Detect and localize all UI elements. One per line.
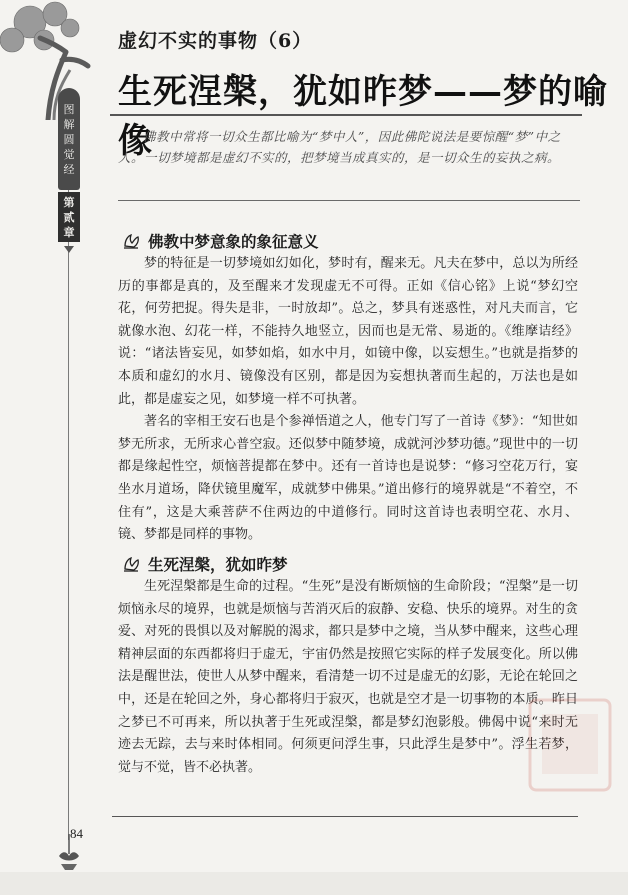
lotus-hand-icon bbox=[122, 232, 142, 250]
book-title-char: 圆 bbox=[63, 132, 75, 146]
page-number: 84 bbox=[70, 826, 83, 841]
section-heading bbox=[122, 230, 319, 252]
chapter-char: 第 bbox=[63, 195, 75, 209]
sidebar-arrow-icon bbox=[64, 246, 74, 253]
book-title-char: 图 bbox=[63, 102, 75, 116]
body-paragraph: 梦的特征是一切梦境如幻如化，梦时有，醒来无。凡夫在梦中，总以为所经历的事都是真的，及至醒来才发现虚无不可得。正如《信心铭》上说“梦幻空花，何劳把捉。得失是非，一时放却”。总之，梦具有迷惑性，对凡夫而言，它就像水泡、幻花一样，不能持久地竖立，因而也是无常、易逝的。《维摩诘经》说：“诸法皆妄见，如梦如焰，如水中月，如镜中像，以妄想生。”也就是指梦的本质和虚幻的水月、镜像没有区别，都是因为妄想执著而生起的，万法也是如此，都是虚妄之见，如梦境一样不可执著。 bbox=[118, 256, 578, 407]
body-paragraph: 生死涅槃都是生命的过程。“生死”是没有断烦恼的生命阶段；“涅槃”是一切烦恼永尽的境界，也就是烦恼与苦消灭后的寂静、安稳、快乐的境界。对生的贪爱、对死的畏惧以及对解脱的渴求，都只是梦中之境，当从梦中醒来，这些心理精神层面的东西都将归于虚无，宇宙仍然是按照它实际的样子发展变化。所以佛法是醒世法，使世人从梦中醒来，看清楚一切不过是虚无的幻影，无论在轮回之中，还是在轮回之外，身心都将归于寂灭，也就是空才是一切事物的本质。昨日之梦已不可再来，所以执著于生死或涅槃，都是梦幻泡影般。佛偈中说“来时无迹去无踪，去与来时体相同。何须更问浮生事，只此浮生是梦中”。浮生若梦，觉与不觉，皆不必执著。 bbox=[118, 579, 578, 775]
chapter-char: 章 bbox=[63, 225, 75, 239]
footer-divider bbox=[112, 816, 578, 817]
section-body bbox=[118, 576, 578, 779]
intro-paragraph: 佛教中常将一切众生都比喻为“梦中人”，因此佛陀说法是要惊醒“梦”中之人。一切梦境都是虚幻不实的，把梦境当成真实的，是一切众生的妄执之病。 bbox=[118, 129, 561, 165]
page-bottom-edge bbox=[0, 872, 628, 895]
section-subtitle: 虚幻不实的事物（6） bbox=[118, 30, 313, 52]
title-divider bbox=[110, 114, 582, 116]
page-title: 生死涅槃，犹如昨梦——梦的喻像 bbox=[118, 72, 608, 161]
book-title-char: 解 bbox=[63, 117, 75, 131]
sidebar-book-title bbox=[58, 88, 80, 190]
section-heading bbox=[122, 553, 288, 575]
body-paragraph: 著名的宰相王安石也是个参禅悟道之人，他专门写了一首诗《梦》：“知世如梦无所求，无所求心普空寂。还似梦中随梦境，成就河沙梦功德。”现世中的一切都是缘起性空，烦恼菩提都在梦中。还有一首诗也是说梦：“修习空花万行，宴坐水月道场，降伏镜里魔军，成就梦中佛果。”道出修行的境界就是“不着空，不住有”，这是大乘菩萨不住两边的中道修行。同时这首诗也表明空花、水月、镜、梦都是同样的事物。 bbox=[118, 414, 578, 543]
chapter-char: 贰 bbox=[63, 210, 75, 224]
section-heading-text: 佛教中梦意象的象征意义 bbox=[148, 233, 319, 251]
book-title-char: 觉 bbox=[63, 147, 75, 161]
sidebar-chapter bbox=[58, 192, 80, 242]
lotus-hand-icon bbox=[122, 555, 142, 573]
watermark-stamp-icon bbox=[520, 690, 620, 800]
book-title-char: 经 bbox=[63, 162, 75, 176]
section-body bbox=[118, 253, 578, 547]
intro-divider bbox=[118, 200, 580, 201]
section-heading-text: 生死涅槃，犹如昨梦 bbox=[148, 556, 288, 574]
